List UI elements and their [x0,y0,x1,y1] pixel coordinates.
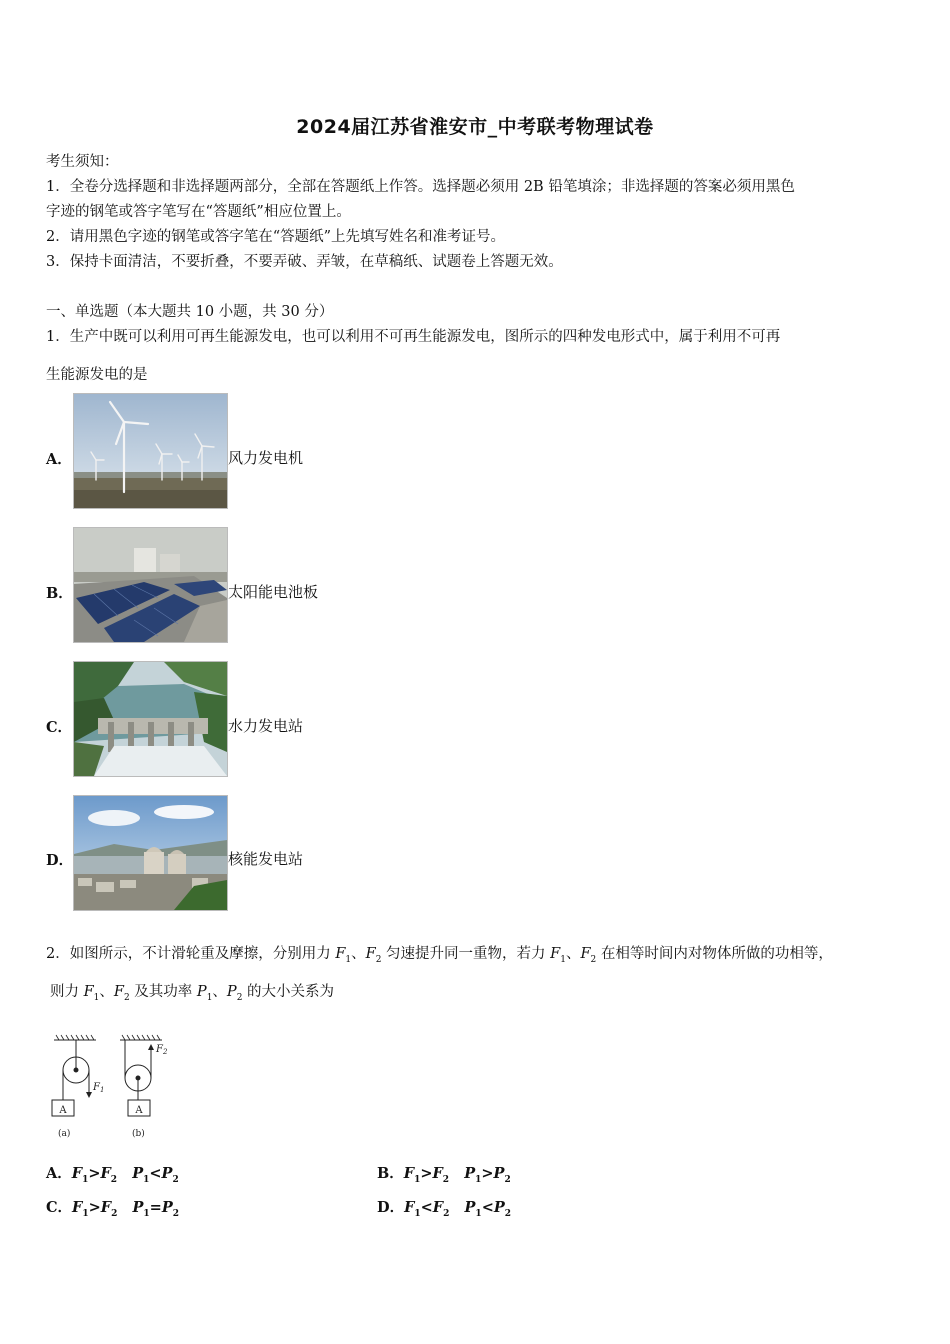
option-d-text: 核能发电站 [228,850,304,868]
block-b-label: A [135,1105,143,1116]
force-1-label: $F_1$ [93,1082,105,1094]
question-1-line-2: 生能源发电的是 [46,367,148,383]
answer-a[interactable]: A．$F_1>F_2$ $P_1<P_2$ [46,1165,179,1185]
nuclear-plant-image [73,795,228,911]
option-a-letter: A． [46,451,72,468]
notice-item-3: 3．保持卡面清洁，不要折叠，不要弄破、弄皱，在草稿纸、试题卷上答题无效。 [46,254,563,270]
block-a-label: A [59,1105,67,1116]
option-b-text: 太阳能电池板 [228,583,319,601]
label-b: (b) [132,1129,145,1139]
answer-d[interactable]: D．$F_1<F_2$ $P_1<P_2$ [377,1199,512,1219]
pulley-diagram [44,1030,194,1142]
notice-item-1-line-1: 1．全卷分选择题和非选择题两部分，全部在答题纸上作答。选择题必须用 2B 铅笔填涂；非选择题的答案必须用黑色 [46,179,795,195]
option-c-text: 水力发电站 [228,717,304,735]
question-1-line-1: 1．生产中既可以利用可再生能源发电，也可以利用不可再生能源发电，图所示的四种发电形式中，属于利用不可再 [46,329,781,345]
page-title: 2024届江苏省淮安市_中考联考物理试卷 [296,116,654,138]
force-2-label: $F_2$ [156,1044,168,1056]
option-c-letter: C． [46,719,73,736]
option-b-letter: B． [46,585,73,602]
answer-c[interactable]: C．$F_1>F_2$ $P_1=P_2$ [46,1199,179,1219]
answer-b[interactable]: B．$F_1>F_2$ $P_1>P_2$ [377,1165,511,1185]
notice-heading: 考生须知： [46,154,119,170]
option-a-text: 风力发电机 [228,449,304,467]
section-heading: 一、单选题（本大题共 10 小题，共 30 分） [46,304,334,320]
label-a: (a) [58,1129,71,1139]
notice-item-2: 2．请用黑色字迹的钢笔或答字笔在“答题纸”上先填写姓名和准考证号。 [46,229,506,245]
question-2-line-1: 2．如图所示，不计滑轮重及摩擦，分别用力 $F_1$、$F_2$ 匀速提升同一重物，若力 $F_1$、$F_2$ 在相等时间内对物体所做的功相等， [46,946,833,965]
question-2-line-2: 则力 $F_1$、$F_2$ 及其功率 $P_1$、$P_2$ 的大小关系为 [50,984,335,1003]
solar-panels-image [73,527,228,643]
option-d-letter: D． [46,852,74,869]
hydro-dam-image [73,661,228,777]
notice-item-1-line-2: 字迹的钢笔或答字笔写在“答题纸”相应位置上。 [46,204,351,220]
wind-turbines-image [73,393,228,509]
